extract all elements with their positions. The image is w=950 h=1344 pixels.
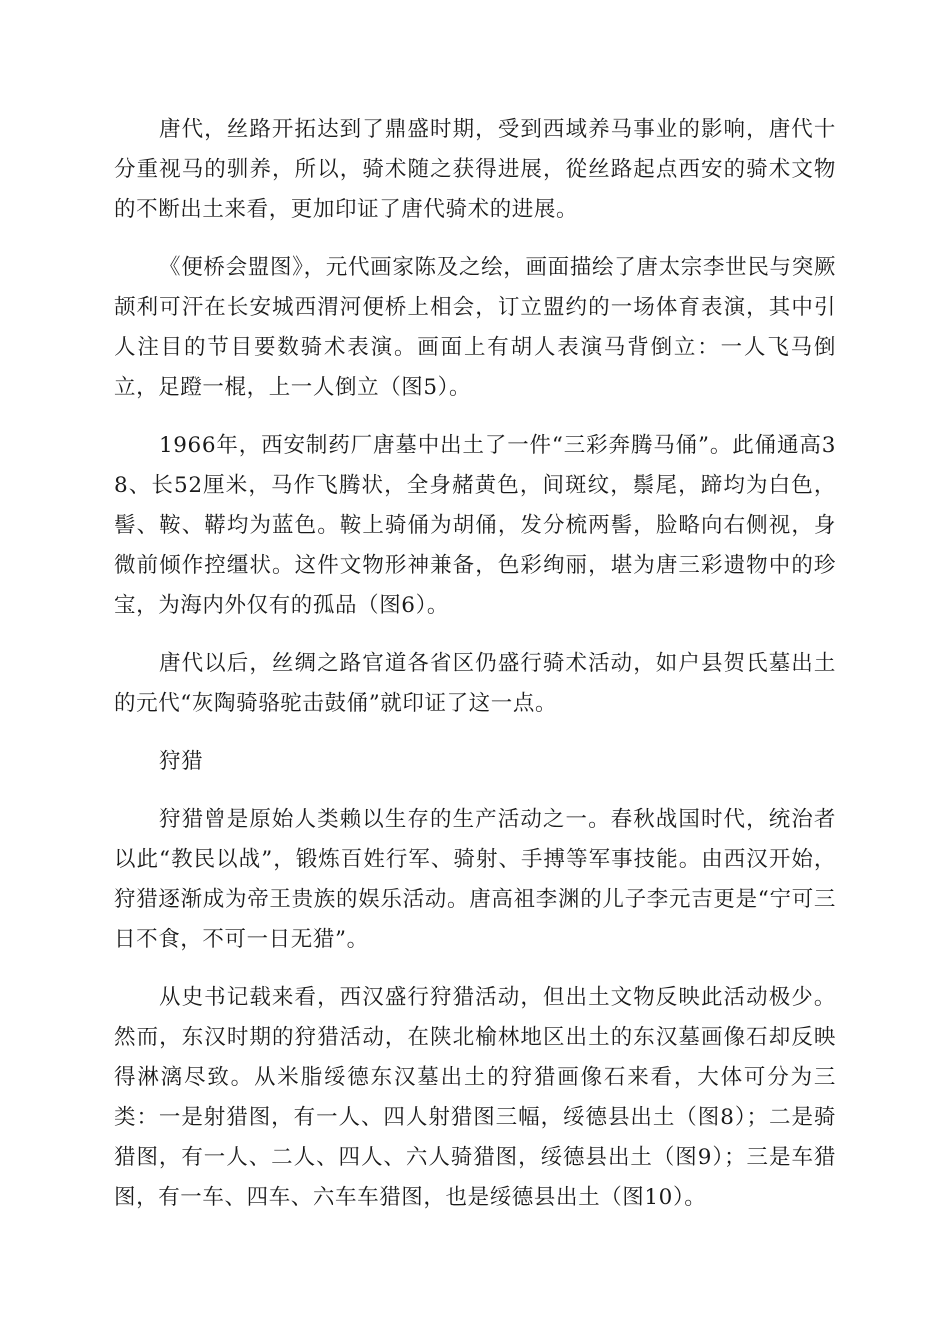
document-body	[114, 110, 836, 1236]
paragraph-after-tang: 唐代以后，丝绸之路官道各省区仍盛行骑术活动，如户县贺氏墓出土的元代“灰陶骑骆驼击鼓俑”就印证了这一点。	[114, 651, 836, 716]
section-heading-hunting: 狩猎	[159, 749, 204, 774]
paragraph-hunting-origin: 狩猎曾是原始人类赖以生存的生产活动之一。春秋战国时代，统治者以此“教民以战”，锻炼百姓行军、骑射、手搏等军事技能。由西汉开始，狩猎逐渐成为帝王贵族的娱乐活动。唐高祖李渊的儿子李元吉更是“宁可三日不食，不可一日无猎”。	[114, 807, 836, 952]
paragraph-tang-horsemanship: 唐代，丝路开拓达到了鼎盛时期，受到西域养马事业的影响，唐代十分重视马的驯养，所以，骑术随之获得进展，從丝路起点西安的骑术文物的不断出土来看，更加印证了唐代骑术的进展。	[114, 117, 836, 222]
paragraph-hunting-relics: 从史书记载来看，西汉盛行狩猎活动，但出土文物反映此活动极少。然而，东汉时期的狩猎活动，在陕北榆林地区出土的东汉墓画像石却反映得淋漓尽致。从米脂绥德东汉墓出土的狩猎画像石来看，大体可分为三类：一是射猎图，有一人、四人射猎图三幅，绥德县出土（图8）；二是骑猎图，有一人、二人、四人、六人骑猎图，绥德县出土（图9）；三是车猎图，有一车、四车、六车车猎图，也是绥德县出土（图10）。	[114, 985, 836, 1210]
paragraph-bianqiao-painting: 《便桥会盟图》，元代画家陈及之绘，画面描绘了唐太宗李世民与突厥颉利可汗在长安城西渭河便桥上相会，订立盟约的一场体育表演，其中引人注目的节目要数骑术表演。画面上有胡人表演马背倒立：一人飞马倒立，足蹬一棍，上一人倒立（图5）。	[114, 255, 836, 400]
paragraph-sancai-horse: 1966年，西安制药厂唐墓中出土了一件“三彩奔腾马俑”。此俑通高38、长52厘米，马作飞腾状，全身赭黄色，间斑纹，鬃尾，蹄均为白色，髻、鞍、鞯均为蓝色。鞍上骑俑为胡俑，发分梳两髻，脸略向右侧视，身微前倾作控缰状。这件文物形神兼备，色彩绚丽，堪为唐三彩遗物中的珍宝，为海内外仅有的孤品（图6）。	[114, 433, 836, 618]
